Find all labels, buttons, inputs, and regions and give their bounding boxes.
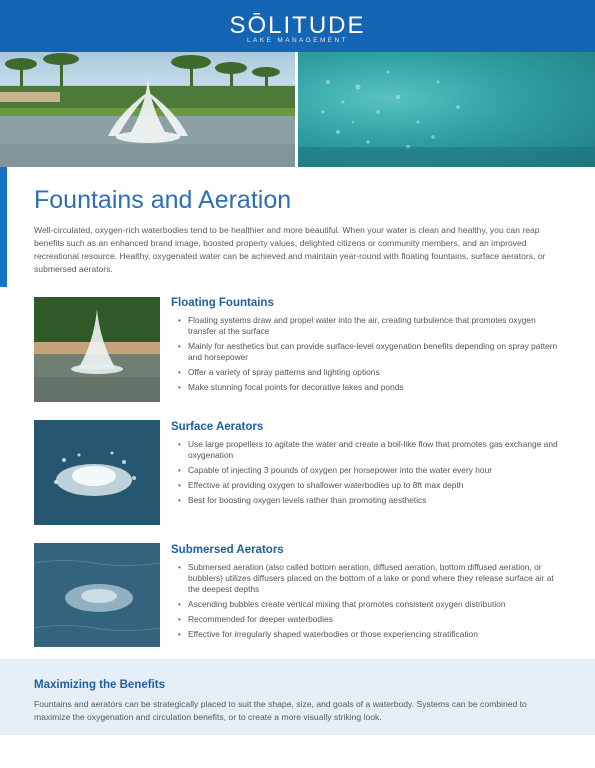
list-item: • Recommended for deeper waterbodies bbox=[178, 614, 333, 624]
bullet-icon: • bbox=[178, 600, 181, 609]
bullet-icon: • bbox=[178, 615, 181, 624]
list-item: • Effective for irregularly shaped waterbodies or those experiencing stratification bbox=[178, 629, 478, 639]
hero-fountain-photo bbox=[0, 52, 295, 167]
hero-banner bbox=[0, 52, 595, 167]
section-heading-surface-aerators: Surface Aerators bbox=[171, 421, 264, 433]
floating-fountains-list bbox=[176, 315, 561, 397]
floating-fountain-photo bbox=[34, 297, 160, 402]
bullet-icon: • bbox=[178, 368, 181, 377]
surface-aerator-photo bbox=[34, 420, 160, 525]
bullet-icon: • bbox=[178, 466, 181, 475]
list-item: • Mainly for aesthetics but can provide surface-level oxygenation benefits depending on spray pattern and horsepower bbox=[178, 341, 558, 362]
list-item: • Floating systems draw and propel water into the air, creating turbulence that promotes oxygen transfer at the surface bbox=[178, 315, 536, 336]
list-item: • Offer a variety of spray patterns and lighting options bbox=[178, 367, 380, 377]
section-heading-submersed-aerators: Submersed Aerators bbox=[171, 544, 284, 556]
list-item: • Capable of injecting 3 pounds of oxygen per horsepower into the water every hour bbox=[178, 465, 493, 475]
section-heading-floating-fountains: Floating Fountains bbox=[171, 297, 274, 309]
bullet-icon: • bbox=[178, 383, 181, 392]
intro-paragraph: Well-circulated, oxygen-rich waterbodies tend to be healthier and more beautiful. When your water is clean and healthy, you can reap benefits such as an enhanced brand image, boosted property values, delighted citizens or community members, and an improved recreational resource. Healthy, oxygenated water can be achieved and maintain year-round with floating fountains, surface aerators, or submersed aerators. bbox=[34, 225, 546, 274]
header-bar bbox=[0, 0, 595, 52]
accent-sidebar bbox=[0, 167, 7, 287]
benefits-heading: Maximizing the Benefits bbox=[34, 679, 165, 691]
submersed-aerator-photo bbox=[34, 543, 160, 647]
bullet-icon: • bbox=[178, 496, 181, 505]
bullet-icon: • bbox=[178, 630, 181, 639]
bullet-icon: • bbox=[178, 316, 181, 325]
list-item: • Make stunning focal points for decorative lakes and ponds bbox=[178, 382, 404, 392]
bullet-icon: • bbox=[178, 440, 181, 449]
list-item: • Effective at providing oxygen to shallower waterbodies up to 8ft max depth bbox=[178, 480, 464, 490]
bullet-icon: • bbox=[178, 342, 181, 351]
logo-subtitle: LAKE MANAGEMENT bbox=[246, 37, 348, 44]
benefits-paragraph: Fountains and aerators can be strategically placed to suit the shape, size, and goals of a waterbody. Systems can be combined to maximize the oxygenation and circulation benefits, or to create a more visually striking look. bbox=[34, 699, 527, 722]
list-item: • Submersed aeration (also called bottom aeration, diffused aeration, bottom diffused aeration, or bubblers) utilizes diffusers placed on the bottom of a lake or pond where they release surface air at the deepest depths bbox=[178, 562, 554, 594]
surface-aerators-list bbox=[176, 439, 561, 510]
list-item: • Ascending bubbles create vertical mixing that promotes consistent oxygen distribution bbox=[178, 599, 506, 609]
list-item: • Use large propellers to agitate the water and create a boil-like flow that promotes gas exchange and oxygenation bbox=[178, 439, 558, 460]
list-item: • Best for boosting oxygen levels rather than promoting aesthetics bbox=[178, 495, 427, 505]
bullet-icon: • bbox=[178, 481, 181, 490]
logo: SŌLITUDE bbox=[229, 12, 366, 39]
submersed-aerators-list bbox=[176, 562, 561, 644]
hero-bubbles-photo bbox=[298, 52, 595, 167]
bullet-icon: • bbox=[178, 563, 181, 572]
page-title: Fountains and Aeration bbox=[34, 186, 292, 214]
benefits-panel bbox=[0, 659, 595, 735]
